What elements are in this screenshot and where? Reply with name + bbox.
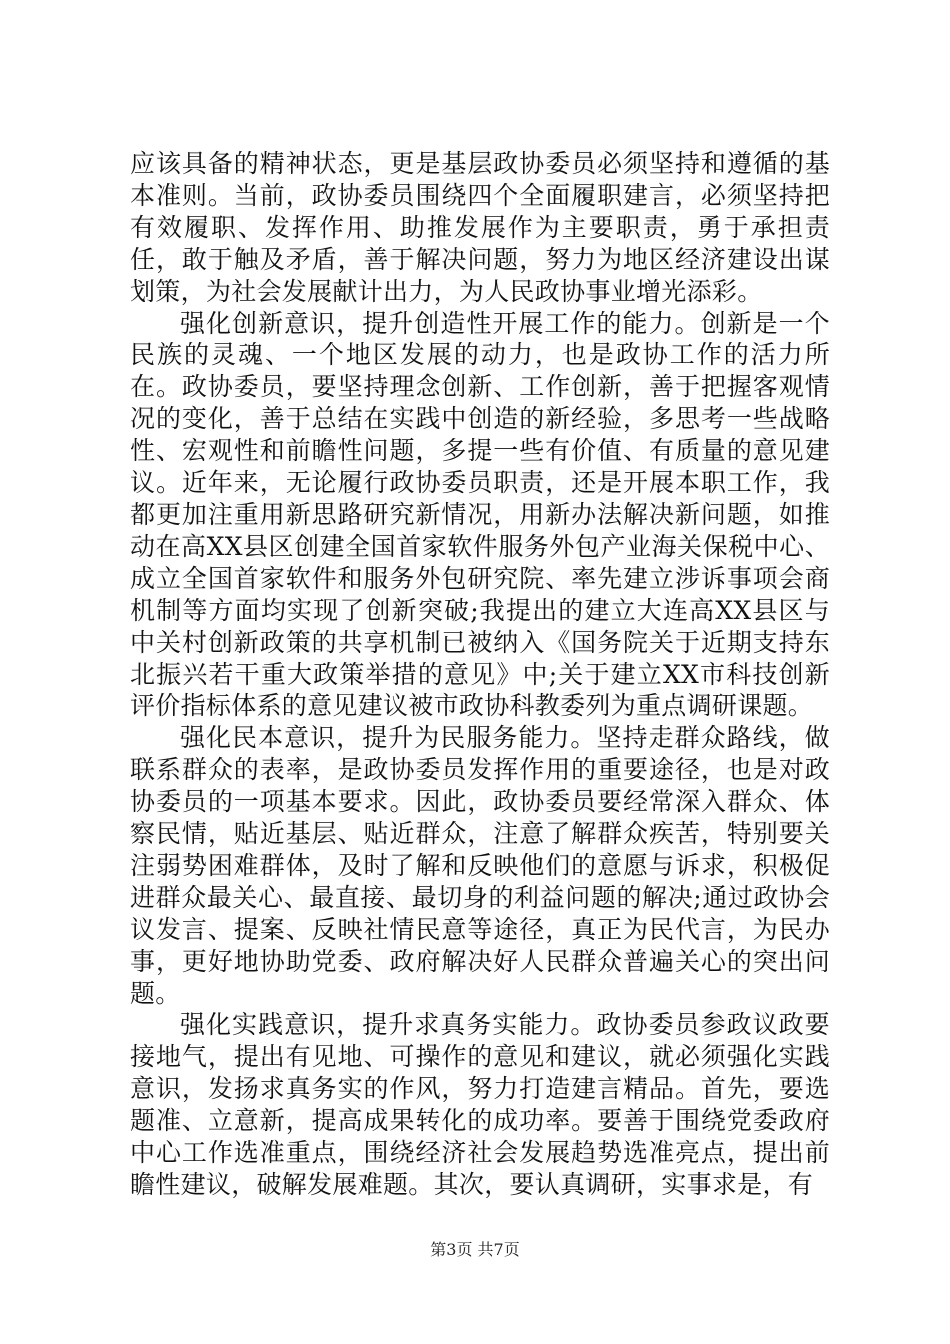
page-number-footer: 第3页 共7页 <box>430 1240 520 1259</box>
paragraph-people-oriented: 强化民本意识，提升为民服务能力。坚持走群众路线，做联系群众的表率，是政协委员发挥作用的重要途径，也是对政协委员的一项基本要求。因此，政协委员要经常深入群众、体察民情，贴近基层、贴近群众，注意了解群众疾苦，特别要关注弱势困难群体，及时了解和反映他们的意愿与诉求，积极促进群众最关心、最直接、最切身的利益问题的解决;通过政协会议发言、提案、反映社情民意等途径，真正为民代言，为民办事，更好地协助党委、政府解决好人民群众普遍关心的突出问题。 <box>130 723 830 1008</box>
paragraph-innovation: 强化创新意识，提升创造性开展工作的能力。创新是一个民族的灵魂、一个地区发展的动力，也是政协工作的活力所在。政协委员，要坚持理念创新、工作创新，善于把握客观情况的变化，善于总结在实践中创造的新经验，多思考一些战略性、宏观性和前瞻性问题，多提一些有价值、有质量的意见建议。近年来，无论履行政协委员职责，还是开展本职工作，我都更加注重用新思路研究新情况，用新办法解决新问题，如推动在高XX县区创建全国首家软件服务外包产业海关保税中心、成立全国首家软件和服务外包研究院、率先建立涉诉事项会商机制等方面均实现了创新突破;我提出的建立大连高XX县区与中关村创新政策的共享机制已被纳入《国务院关于近期支持东北振兴若干重大政策举措的意见》中;关于建立XX市科技创新评价指标体系的意见建议被市政协科教委列为重点调研课题。 <box>130 308 830 721</box>
paragraph-continuation: 应该具备的精神状态，更是基层政协委员必须坚持和遵循的基本准则。当前，政协委员围绕四个全面履职建言，必须坚持把有效履职、发挥作用、助推发展作为主要职责，勇于承担责任，敢于触及矛盾，善于解决问题，努力为地区经济建设出谋划策，为社会发展献计出力，为人民政协事业增光添彩。 <box>130 149 830 306</box>
paragraph-practice: 强化实践意识，提升求真务实能力。政协委员参政议政要接地气，提出有见地、可操作的意见和建议，就必须强化实践意识，发扬求真务实的作风，努力打造建言精品。首先，要选题准、立意新，提高成果转化的成功率。要善于围绕党委政府中心工作选准重点，围绕经济社会发展趋势选准亮点，提出前瞻性建议，破解发展难题。其次，要认真调研，实事求是，有 <box>130 1010 830 1199</box>
document-body <box>130 148 830 1201</box>
